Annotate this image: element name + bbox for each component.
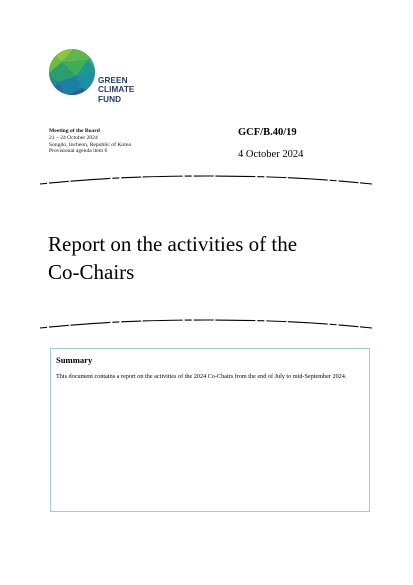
summary-box xyxy=(50,348,370,512)
gcf-logo xyxy=(48,48,148,112)
meeting-location: Songdo, Incheon, Republic of Korea xyxy=(49,141,132,148)
title-line-1: Report on the activities of the xyxy=(48,232,298,256)
meeting-name: Meeting of the Board xyxy=(49,128,100,134)
logo-line-3: FUND xyxy=(98,94,122,104)
globe-logo-icon xyxy=(48,48,96,96)
summary-heading: Summary xyxy=(56,355,93,365)
title-line-2: Co-Chairs xyxy=(48,260,135,284)
summary-text: This document contains a report on the activities of the 2024 Co-Chairs from the end of July to mid-September 2024. xyxy=(56,373,347,380)
divider-wave-top xyxy=(38,174,374,188)
meeting-info xyxy=(49,128,219,155)
document-reference: GCF/B.40/19 xyxy=(238,127,297,138)
meeting-dates: 21 – 24 October 2024 xyxy=(49,134,98,141)
agenda-item: Provisional agenda item 6 xyxy=(49,148,108,155)
page-title xyxy=(48,230,368,286)
logo-line-1: GREEN xyxy=(98,76,128,85)
logo-wordmark xyxy=(98,76,134,104)
divider-wave-bottom xyxy=(38,318,374,332)
document-date: 4 October 2024 xyxy=(238,149,304,160)
logo-line-2: CLIMATE xyxy=(98,85,135,95)
